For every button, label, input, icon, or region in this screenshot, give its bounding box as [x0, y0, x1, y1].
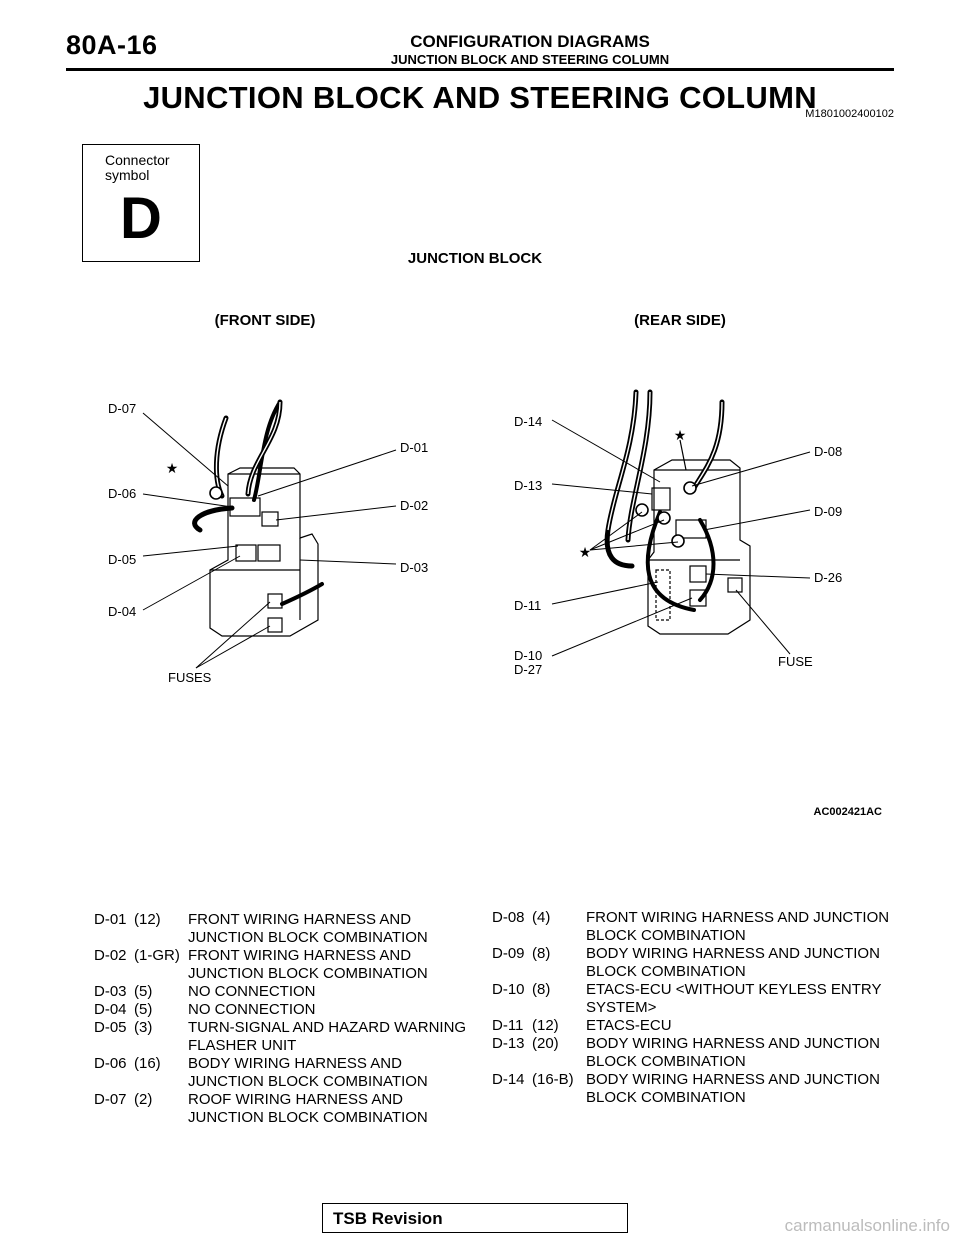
label-d03: D-03 — [400, 560, 429, 575]
connector-code: D-06 — [94, 1055, 127, 1072]
connector-pins: (12) — [134, 911, 161, 928]
connector-code: D-03 — [94, 983, 127, 1000]
connector-code: D-07 — [94, 1091, 127, 1108]
connector-code: D-02 — [94, 947, 127, 964]
legend-row — [492, 1035, 892, 1071]
label-d27: D-27 — [514, 662, 543, 677]
connector-pins: (3) — [134, 1019, 153, 1036]
connector-description: BODY WIRING HARNESS AND JUNCTION BLOCK COMBINATION — [586, 1071, 880, 1106]
rear-star-icon-bottom: ★ — [578, 544, 592, 560]
connector-pins: (8) — [532, 945, 551, 962]
label-d10: D-10 — [514, 648, 543, 663]
legend-row — [492, 1071, 892, 1107]
label-d04: D-04 — [108, 604, 137, 619]
connector-code: D-05 — [94, 1019, 127, 1036]
label-d09: D-09 — [814, 504, 843, 519]
legend-row — [94, 911, 474, 947]
connector-code: D-13 — [492, 1035, 525, 1052]
label-fuses: FUSES — [168, 670, 212, 685]
legend-row — [492, 1017, 892, 1035]
label-d11: D-11 — [514, 598, 542, 613]
document-code: M1801002400102 — [805, 108, 894, 120]
legend-row — [94, 1091, 474, 1127]
diagram-title: JUNCTION BLOCK — [407, 250, 543, 267]
label-d05: D-05 — [108, 552, 137, 567]
front-side-label: (FRONT SIDE) — [214, 312, 316, 329]
connector-code: D-09 — [492, 945, 525, 962]
legend-row — [492, 945, 892, 981]
rear-junction-block — [648, 440, 750, 634]
connector-pins: (12) — [532, 1017, 559, 1034]
label-d08: D-08 — [814, 444, 843, 459]
connector-pins: (16) — [134, 1055, 161, 1072]
label-d02: D-02 — [400, 498, 429, 513]
legend-right-column — [492, 909, 892, 1107]
figure-code: AC002421AC — [813, 806, 882, 818]
front-star-icon: ★ — [165, 460, 179, 476]
connector-description: FRONT WIRING HARNESS AND JUNCTION BLOCK COMBINATION — [188, 947, 428, 982]
connector-code: D-11 — [492, 1017, 524, 1034]
label-d26: D-26 — [814, 570, 843, 585]
page-number: 80A-16 — [66, 30, 158, 60]
connector-code: D-08 — [492, 909, 525, 926]
connector-pins: (2) — [134, 1091, 153, 1108]
legend-row — [492, 909, 892, 945]
connector-pins: (5) — [134, 1001, 153, 1018]
connector-code: D-01 — [94, 911, 127, 928]
connector-description: NO CONNECTION — [188, 1001, 316, 1018]
connector-description: FRONT WIRING HARNESS AND JUNCTION BLOCK COMBINATION — [586, 909, 890, 944]
connector-description: BODY WIRING HARNESS AND JUNCTION BLOCK COMBINATION — [586, 945, 880, 980]
label-fuse: FUSE — [778, 654, 813, 669]
legend-row — [94, 1019, 474, 1055]
connector-code: D-14 — [492, 1071, 525, 1088]
connector-pins: (5) — [134, 983, 153, 1000]
legend-left-column — [94, 911, 474, 1127]
tsb-revision-label: TSB Revision — [333, 1209, 443, 1228]
connector-pins: (16-B) — [532, 1071, 574, 1088]
connector-description: ETACS-ECU — [586, 1017, 672, 1034]
connector-description: ETACS-ECU <WITHOUT KEYLESS ENTRY SYSTEM> — [586, 981, 882, 1016]
legend-row — [94, 1055, 474, 1091]
front-junction-block — [210, 468, 318, 636]
connector-description: NO CONNECTION — [188, 983, 316, 1000]
connector-code: D-04 — [94, 1001, 127, 1018]
section-subtitle: JUNCTION BLOCK AND STEERING COLUMN — [390, 52, 670, 67]
label-d07: D-07 — [108, 401, 137, 416]
front-connector-d06 — [210, 487, 222, 499]
label-d01: D-01 — [400, 440, 429, 455]
rear-star-icon-top: ★ — [673, 427, 687, 443]
connector-pins: (4) — [532, 909, 551, 926]
connector-symbol-label: Connector symbol — [105, 152, 170, 183]
page-title: JUNCTION BLOCK AND STEERING COLUMN — [143, 80, 817, 115]
connector-description: BODY WIRING HARNESS AND JUNCTION BLOCK COMBINATION — [188, 1055, 428, 1090]
section-title: CONFIGURATION DIAGRAMS — [410, 32, 650, 51]
connector-code: D-10 — [492, 981, 525, 998]
legend-row — [492, 981, 892, 1017]
connector-description: BODY WIRING HARNESS AND JUNCTION BLOCK COMBINATION — [586, 1035, 880, 1070]
legend-row — [94, 1001, 474, 1019]
rear-side-label: (REAR SIDE) — [634, 312, 726, 329]
connector-description: TURN-SIGNAL AND HAZARD WARNING FLASHER UNIT — [188, 1019, 467, 1054]
connector-symbol-letter: D — [120, 186, 162, 251]
legend-row — [94, 983, 474, 1001]
watermark: carmanualsonline.info — [784, 1216, 950, 1235]
connector-pins: (20) — [532, 1035, 559, 1052]
connector-description: FRONT WIRING HARNESS AND JUNCTION BLOCK COMBINATION — [188, 911, 428, 946]
label-d06: D-06 — [108, 486, 137, 501]
connector-pins: (8) — [532, 981, 551, 998]
tsb-revision-box — [322, 1203, 628, 1233]
label-d14: D-14 — [514, 414, 543, 429]
connector-pins: (1-GR) — [134, 947, 180, 964]
legend-row — [94, 947, 474, 983]
label-d13: D-13 — [514, 478, 543, 493]
connector-description: ROOF WIRING HARNESS AND JUNCTION BLOCK COMBINATION — [188, 1091, 428, 1126]
